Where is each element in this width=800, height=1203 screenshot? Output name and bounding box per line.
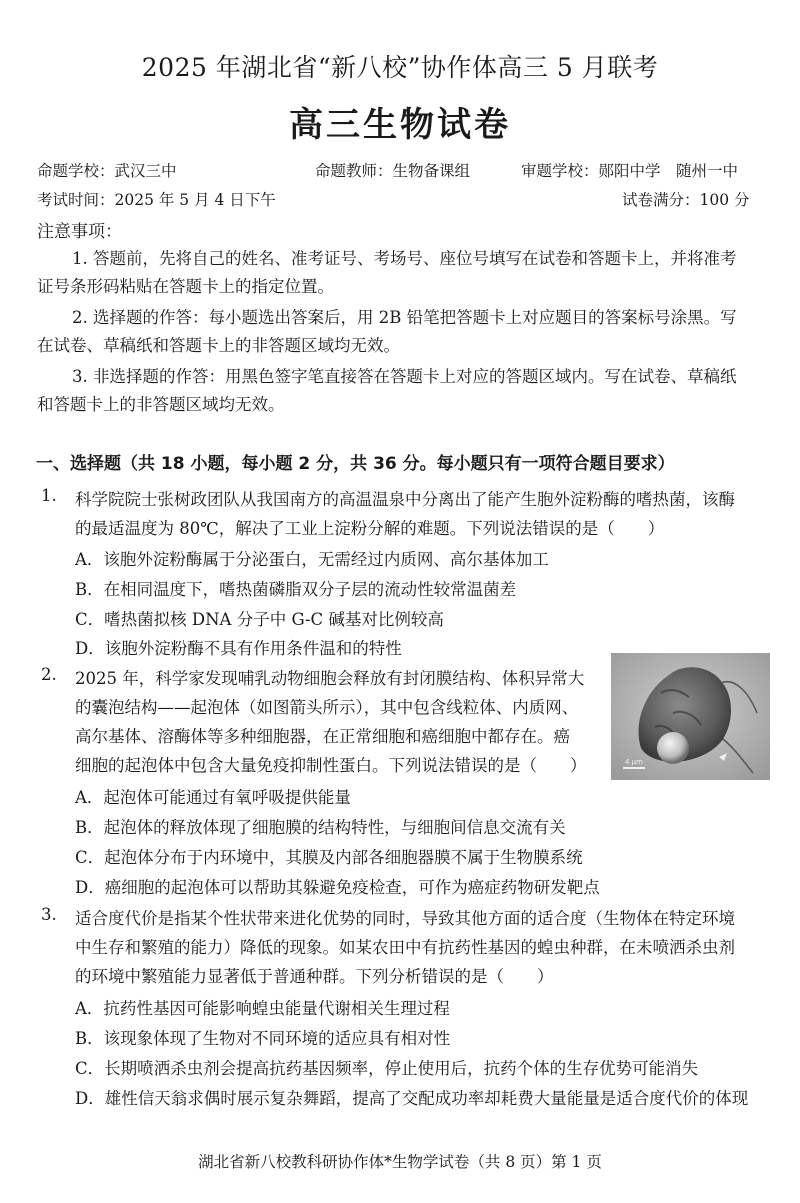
question-3-number: 3. (41, 905, 57, 924)
notice-item-2-line-1: 2. 选择题的作答：每小题选出答案后，用 2B 铅笔把答题卡上对应题目的答案标号涂黑。写 (72, 308, 737, 327)
question-1-option-b: B．在相同温度下，嗜热菌磷脂双分子层的流动性较常温菌差 (75, 580, 517, 599)
question-2-stem-line-3: 高尔基体、溶酶体等多种细胞器，在正常细胞和癌细胞中都存在。癌 (75, 727, 570, 746)
question-2-stem-line-1: 2025 年，科学家发现哺乳动物细胞会释放有封闭膜结构、体积异常大 (75, 669, 585, 688)
question-3-option-a: A．抗药性基因可能影响蝗虫能量代谢相关生理过程 (75, 999, 450, 1018)
page-footer: 湖北省新八校教科研协作体*生物学试卷（共 8 页）第 1 页 (198, 1153, 602, 1171)
reviewing-school: 审题学校：郧阳中学 随州一中 (521, 162, 739, 180)
question-1-stem-line-2: 的最适温度为 80℃，解决了工业上淀粉分解的难题。下列说法错误的是（ ） (75, 519, 665, 538)
question-2-option-d: D．癌细胞的起泡体可以帮助其躲避免疫检查，可作为癌症药物研发靶点 (75, 878, 600, 897)
question-1-option-a: A．该胞外淀粉酶属于分泌蛋白，无需经过内质网、高尔基体加工 (75, 550, 549, 569)
notice-item-1-line-2: 证号条形码粘贴在答题卡上的指定位置。 (37, 277, 334, 296)
question-3-stem-line-3: 的环境中繁殖能力显著低于普通种群。下列分析错误的是（ ） (75, 967, 554, 986)
question-3-option-d: D．雄性信天翁求偶时展示复杂舞蹈，提高了交配成功率却耗费大量能量是适合度代价的体现 (75, 1089, 749, 1108)
question-2-stem-line-4: 细胞的起泡体中包含大量免疫抑制性蛋白。下列说法错误的是（ ） (75, 756, 587, 775)
question-3-option-c: C．长期喷洒杀虫剂会提高抗药基因频率，停止使用后，抗药个体的生存优势可能消失 (75, 1059, 699, 1078)
subject-title: 高三生物试卷 (289, 105, 511, 145)
exam-title: 2025 年湖北省“新八校”协作体高三 5 月联考 (141, 53, 659, 82)
proposing-teacher: 命题教师：生物备课组 (315, 162, 471, 180)
question-2-stem-line-2: 的囊泡结构——起泡体（如图箭头所示），其中包含线粒体、内质网、 (75, 698, 579, 717)
exam-time: 考试时间：2025 年 5 月 4 日下午 (37, 191, 276, 209)
question-2-micrograph (611, 653, 770, 780)
question-2-option-b: B．起泡体的释放体现了细胞膜的结构特性，与细胞间信息交流有关 (75, 818, 566, 837)
question-3-option-b: B．该现象体现了生物对不同环境的适应具有相对性 (75, 1029, 451, 1048)
notice-item-2-line-2: 在试卷、草稿纸和答题卡上的非答题区域均无效。 (37, 336, 400, 355)
notice-item-3-line-1: 3. 非选择题的作答：用黑色签字笔直接答在答题卡上对应的答题区域内。写在试卷、草稿纸 (72, 367, 737, 386)
question-2-number: 2. (41, 665, 57, 684)
full-score: 试卷满分：100 分 (622, 191, 750, 209)
question-1-option-c: C．嗜热菌拟核 DNA 分子中 G-C 碱基对比例较高 (75, 610, 444, 629)
question-3-stem-line-1: 适合度代价是指某个性状带来进化优势的同时，导致其他方面的适合度（生物体在特定环境 (75, 909, 735, 928)
question-3-stem-line-2: 中生存和繁殖的能力）降低的现象。如某农田中有抗药性基因的蝗虫种群，在未喷洒杀虫剂 (75, 938, 735, 957)
question-1-option-d: D．该胞外淀粉酶不具有作用条件温和的特性 (75, 639, 402, 658)
notice-item-3-line-2: 和答题卡上的非答题区域均无效。 (37, 395, 285, 414)
scale-bar-label: 4 μm (625, 758, 643, 766)
question-2-option-c: C．起泡体分布于内环境中，其膜及内部各细胞器膜不属于生物膜系统 (75, 848, 583, 867)
question-1-stem-line-1: 科学院院士张树政团队从我国南方的高温温泉中分离出了能产生胞外淀粉酶的嗜热菌，该酶 (75, 490, 735, 509)
question-1-number: 1. (41, 486, 57, 505)
proposing-school: 命题学校：武汉三中 (37, 162, 177, 180)
section-heading: 一、选择题（共 18 小题，每小题 2 分，共 36 分。每小题只有一项符合题目要求） (36, 454, 675, 474)
question-2-option-a: A．起泡体可能通过有氧呼吸提供能量 (75, 788, 351, 807)
notice-item-1-line-1: 1. 答题前，先将自己的姓名、准考证号、考场号、座位号填写在试卷和答题卡上，并将准考 (72, 249, 737, 268)
notice-heading: 注意事项： (37, 222, 122, 242)
